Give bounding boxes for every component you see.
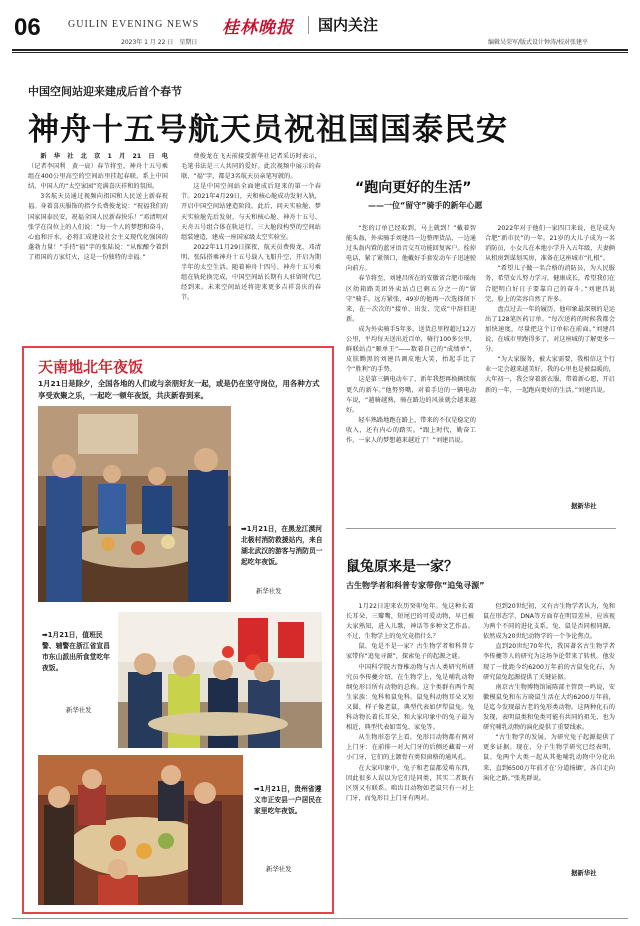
rider-story-title: “跑向更好的生活” [355, 180, 472, 196]
rider-paragraph: “为大家服务，被大家需要，我相信这个行业一定会越来越美好，我的心里也是被温暖的，大年初一，我会穿着新衣服，带着新心愿，开启新的一年，一起跑向更好的生活。”刘建昌说。 [485, 356, 615, 394]
rider-column-2 [485, 224, 615, 496]
rabbit-paragraph: 南京古生物博物馆展陈部主管贾一鸣说，安徽模鼠兔和东方晓鼠生活在大约6200万年前，是迄今发现最古老的兔形类动物。这两种化石的发现，表明鼠类和兔类可能有共同的祖先，也为研究哺乳动物的演化提供了重要线索。 [483, 683, 615, 732]
photo-illustration [118, 612, 322, 748]
dinner-photo-2-credit: 新华社发 [66, 706, 92, 714]
issue-date: 2023年 1 月 22 日 星期日 [121, 39, 198, 46]
dinner-photo-1-caption: ➡1月21日，在黑龙江漠河北极村消防救援站内，来自湖北武汉的游客与消防员一起吃年夜饭。 [241, 525, 323, 566]
photo-illustration [38, 755, 243, 905]
lead-kicker: 中国空间站迎来建成后首个春节 [28, 85, 182, 98]
rabbit-column-2 [483, 602, 615, 852]
lead-paragraph [28, 152, 168, 192]
rider-paragraph: 春节将至，刘建昌所在的安徽省合肥市瑶海区幼箱路美团外卖站点已剩五分之一的“留守”骑手。远方紧张，49岁的他再一次选择留下来，在一次次的“接单、出发、完成”中辞旧迎新。 [346, 275, 476, 323]
dinner-photo-3-caption: ➡1月21日，贵州省遵义市正安县一户居民在家里吃年夜饭。 [254, 785, 322, 815]
rabbit-paragraph: “古生物学的发展，为研究兔子起源提供了更多证据。现在，分子生物学研究已经表明，鼠、兔两个大类一起从其他哺乳动物中分化出来，直到6500万年前才在‘分道扬镳’，各自走向演化之路。”张兆群说。 [483, 734, 615, 782]
rider-story-credit: 据新华社 [571, 502, 597, 510]
rider-column-1 [346, 224, 476, 516]
rider-paragraph: 2022年对于他们一家四口来说，也是成为合肥“新市民”的一年。21岁的大儿子成为一名消防员，小女儿在本地小学升入五年级，夫妻俩从租房到谋划买房，准备在这座城市“扎根”。 [485, 225, 615, 263]
dinner-feature-lead: 1月21日是除夕，全国各地的人们或与亲朋好友一起，或是仍在坚守岗位，用各种方式享受欢聚之乐，一起吃一顿年夜饭，共庆新春到来。 [38, 379, 320, 400]
dinner-photo-1-credit: 新华社发 [256, 587, 282, 595]
lead-reporters: （记者李国利 黄一宸） [28, 163, 98, 171]
lead-headline: 神舟十五号航天员祝祖国国泰民安 [28, 112, 508, 148]
rabbit-story-title: 鼠兔原来是一家？ [346, 559, 458, 575]
lead-paragraph: 这是中国空间站全面建成后迎来的第一个春节。2021年4月29日，天和核心舱成功发射入轨，开启中国空间站建造阶段。此后，问天实验舱、梦天实验舱先后发射，与天和核心舱、神舟十五号、天舟五号组合体在轨运行，三大舱段构型的空间站组装建造，建成一座国家级太空实验室。 [181, 183, 321, 241]
story-divider [346, 528, 616, 529]
editors-credit: 编辑吴荣军/版式设计钟涛/校对张建平 [488, 39, 589, 46]
rider-paragraph: 盘点过去一年的履历，他印象最深刻的是运出了128笔医药订单。“每次送药的时候我都会加快速度，尽量把这个订单标在前面。”刘建昌说，在城市里跑得多了，对这座城的了解更多一分。 [485, 305, 615, 354]
lead-column-1 [28, 152, 168, 334]
lead-column-2 [181, 152, 321, 334]
dinner-photo-2-caption: ➡1月21日，值班民警、辅警在浙江省宣昌市东山派出所食堂吃年夜饭。 [42, 631, 110, 672]
dinner-photo-police [118, 612, 322, 748]
rabbit-paragraph: 但到20世纪初，又有古生物学者认为，兔和鼠在形态学、DNA等方面存在明显差异，应该视为两个不同的进化支系。兔、鼠是否同根同源，依然成为20世纪动物学的一个争论焦点。 [483, 603, 615, 641]
page-number: 06 [14, 14, 41, 41]
lead-paragraph: 费俊龙在飞天前接受新华社记者采访时表示，毛笔书法是三人共同的爱好。此次视频中展示的春联、“福”字，都是3名航天员亲笔写就的。 [181, 153, 321, 181]
lead-paragraph: 2022年11月29日探夜，航天员费俊龙、邓清明、张陆搭乘神舟十五号载人飞船升空，开启为期半年的太空生活。随着神舟十四号、神舟十五号乘组在轨轮换完成，中国空间站长期有人驻留时代已经到来。未来空间站还将迎来更多吉祥喜庆的春节。 [181, 243, 321, 302]
rabbit-paragraph: 鼠、兔是不是一家？古生物学者和科普专家带你“追兔寻源”，探索兔子的起源之谜。 [346, 643, 474, 661]
paper-name-english: GUILIN EVENING NEWS [68, 19, 200, 30]
header-divider [308, 16, 309, 34]
rider-paragraph: “您的订单已经取到，马上就到！”戴着智能头盔，外卖骑手刘建昌一边整理货品，一边通过头盔内置的蓝牙语音交互功能回复客户。拴掉电话，紧了紧领口，他戴好手套发动车子迅速驶向前方。 [346, 225, 476, 273]
dinner-photo-3-credit: 新华社发 [266, 865, 292, 873]
rider-paragraph: 轻车熟路地跑在路上，带来的不仅是稳定的收入，还有内心的踏实。“跟上时代，勤奋工作，一家人的梦想越来越近了！”刘建昌说。 [346, 416, 476, 444]
photo-illustration [38, 406, 231, 602]
header-rule-thin [12, 52, 628, 53]
rabbit-column-1 [346, 602, 474, 912]
header-rule [12, 49, 628, 51]
rabbit-story-subtitle: 古生物学者和科普专家带你“追兔寻源” [346, 581, 485, 590]
rider-paragraph: 成为外卖骑手5年多，送货总里程超过12万公里，平均每天送出近百单，骑行100多公里，鲜联站点“顺单王”——数着自己的“成绩单”，皮肤黝黑的刘建昌调皮地大笑，抬起手比了个“胜利”的手势。 [346, 325, 476, 374]
dinner-photo-heilongjiang [38, 406, 231, 602]
lead-dateline: 新华社北京1月21日电 [40, 153, 168, 160]
rabbit-paragraph: 1月22日迎来农历癸卯兔年。兔这种长着长耳朵、三瓣嘴，短尾巴的可爱动物，早已被大家熟知，进入儿歌，神话等多种文艺作品。不过，生物学上的兔究竟指什么？ [346, 603, 474, 641]
rabbit-paragraph: 直到20世纪70年代，我国著名古生物学者李传夔等人的研究为这场争论带来了转机。他发现了一批距今约6200万年前的古鼠兔化石，为研究鼠兔起源提供了关键证据。 [483, 643, 615, 681]
dinner-feature-title: 天南地北年夜饭 [38, 358, 144, 376]
rider-story-subtitle: ——一位“留守”骑手的新年心愿 [368, 201, 483, 210]
rabbit-story-credit: 据新华社 [571, 869, 597, 877]
dinner-photo-guizhou [38, 755, 243, 905]
lead-paragraph-text: 春节将至，神舟十五号乘组在400公里高空的空间站里挂起春联、系上中国结，中国人的“太空家园”充满喜庆祥和的氛围。 [28, 163, 168, 191]
rider-paragraph: 这是第三辆电动车了，新年我想再换辆续航更久的新车。”他努努嘴，对着手边的一辆电动车说，“越骑越熟，骑在路边的风景就会越来越好。 [346, 376, 476, 414]
section-title: 国内关注 [318, 16, 379, 34]
paper-logo: 桂林晚报 [222, 18, 294, 38]
rider-paragraph: “希望儿子做一名合格的消防员，为人民服务，希望女儿努力学习，健康成长，希望我们在合肥明白好日子要靠自己的奋斗。”刘建昌说完，脸上的笑容自然了许多。 [485, 265, 615, 303]
footer-rule [12, 918, 628, 919]
rabbit-paragraph: 在大家印象中，兔子和老鼠都爱啃东西，因此很多人误以为它们是同类，其实二者既有区别又有联系。啮齿目动物如老鼠只有一对上门牙，而兔形目上门牙有两对。 [346, 764, 474, 802]
lead-paragraph: 3名航天员通过视频向祖国和人民送上新春祝福。身着喜庆服饰的指令长费俊龙说：“祝福我们的国家国泰民安，祝福全国人民新春快乐！”邓清明对张学在岗位上的人们说：“每一个人的梦想和奋斗，心血和汗水，必将汇成建设社会主义现代化强国的蓬勃力量！”手持“福”字的张陆说：“从酝酿令着到了祖国的万家灯火，这是一份独特的幸福。” [28, 193, 168, 261]
rabbit-paragraph: 从生物形态学上看，兔形目动物都有两对上门牙：在前排一对大门牙的后侧还藏着一对小门牙，它们的上颌骨有类似窗格的通风孔。 [346, 734, 474, 762]
rabbit-paragraph: 中国科学院古脊椎动物与古人类研究所研究员李传夔介绍，在生物学上，兔是哺乳动物纲兔形目所有动物的总称。这个类群有两个现生家族：兔科和鼠兔科。鼠兔科动物耳朵又短又圆，样子像老鼠，典型代表如伊犁鼠兔。兔科动物长着长耳朵，和大家印象中的兔子最为相近，典型代表如雪兔、家兔等。 [346, 663, 474, 732]
